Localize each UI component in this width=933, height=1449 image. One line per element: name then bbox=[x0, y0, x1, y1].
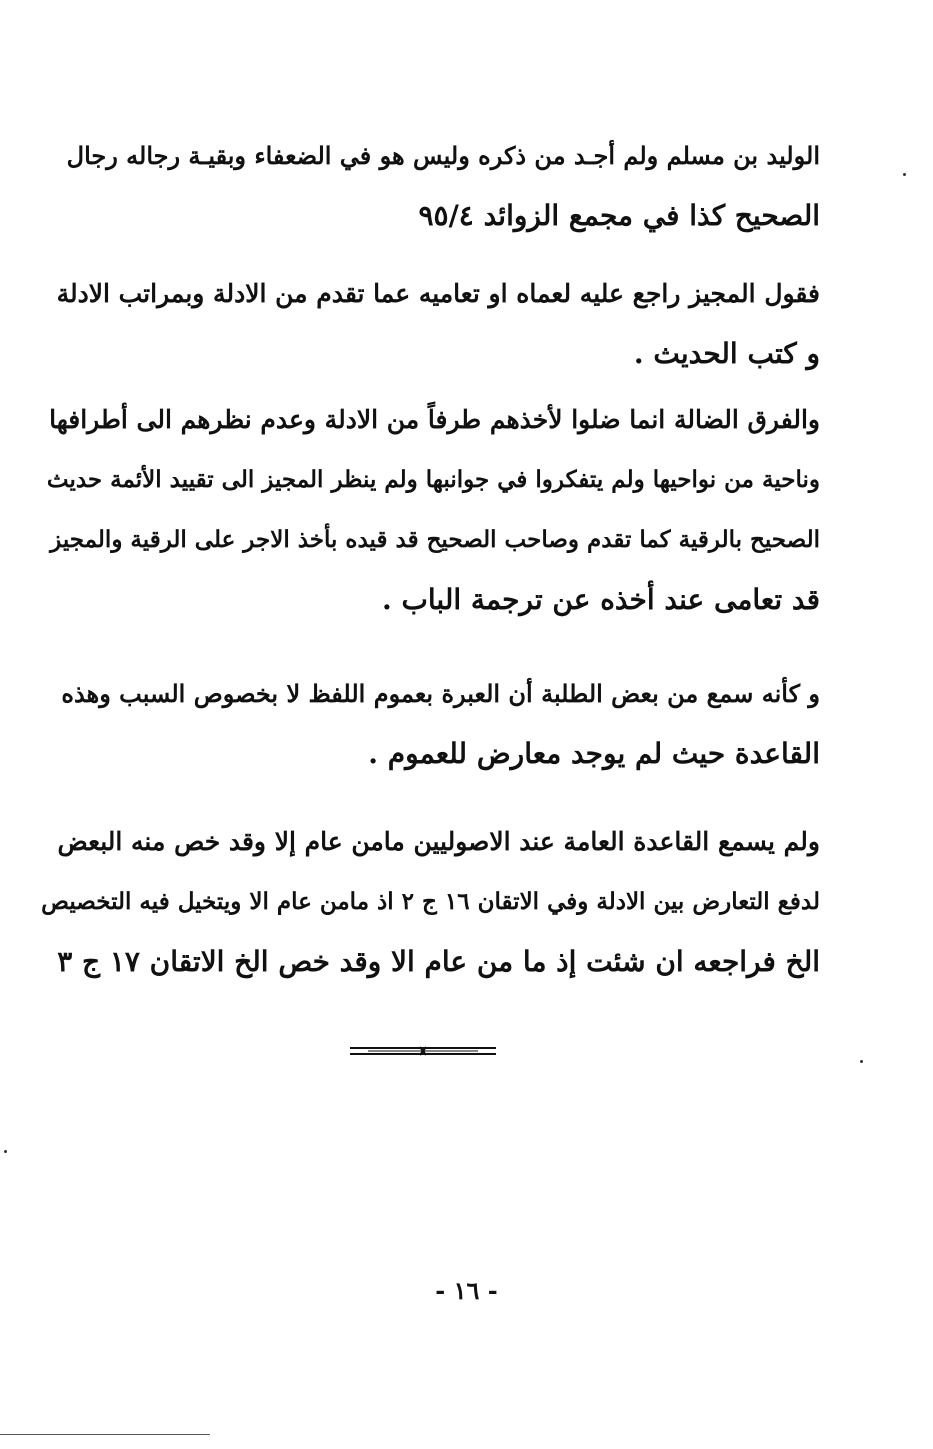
section-divider-ornament bbox=[348, 1044, 498, 1058]
text-line: لدفع التعارض بين الادلة وفي الاتقان ١٦ ج ٢ اذ مامن عام الا ويتخيل فيه التخصيص bbox=[41, 888, 820, 915]
text-line: الصحيح بالرقية كما تقدم وصاحب الصحيح قد قيده بأخذ الاجر على الرقية والمجيز bbox=[50, 526, 820, 553]
scan-speck bbox=[860, 1060, 863, 1063]
paragraph-1 bbox=[40, 126, 820, 246]
text-line: و كأنه سمع من بعض الطلبة أن العبرة بعموم اللفظ لا بخصوص السبب وهذه bbox=[61, 679, 820, 708]
text-line: قد تعامى عند أخذه عن ترجمة الباب . bbox=[382, 583, 820, 616]
scan-speck bbox=[4, 1150, 7, 1153]
paragraph-2 bbox=[40, 264, 820, 384]
text-line: فقول المجيز راجع عليه لعماه او تعاميه عما تقدم من الادلة وبمراتب الادلة bbox=[56, 279, 820, 308]
paragraph-4 bbox=[40, 664, 820, 784]
text-line: القاعدة حيث لم يوجد معارض للعموم . bbox=[368, 737, 820, 770]
bottom-rule bbox=[0, 1434, 210, 1435]
text-line: ولم يسمع القاعدة العامة عند الاصوليين مامن عام إلا وقد خص منه البعض bbox=[57, 827, 820, 856]
paragraph-3 bbox=[40, 390, 820, 630]
text-line: وناحية من نواحيها ولم يتفكروا في جوانبها ولم ينظر المجيز الى تقييد الأئمة حديث bbox=[46, 466, 820, 493]
paragraph-5 bbox=[40, 812, 820, 992]
text-line: الوليد بن مسلم ولم أجـد من ذكره وليس هو في الضعفاء وبقيـة رجاله رجال bbox=[66, 141, 820, 170]
text-line: والفرق الضالة انما ضلوا لأخذهم طرفاً من الادلة وعدم نظرهم الى أطرافها bbox=[49, 405, 820, 434]
scan-speck bbox=[903, 173, 906, 176]
page-number: - ١٦ - bbox=[435, 1276, 498, 1305]
text-line: الخ فراجعه ان شئت إذ ما من عام الا وقد خص الخ الاتقان ١٧ ج ٣ bbox=[57, 945, 820, 978]
text-line: و كتب الحديث . bbox=[633, 337, 820, 370]
text-line: الصحيح كذا في مجمع الزوائد ٩٥/٤ bbox=[418, 199, 820, 232]
